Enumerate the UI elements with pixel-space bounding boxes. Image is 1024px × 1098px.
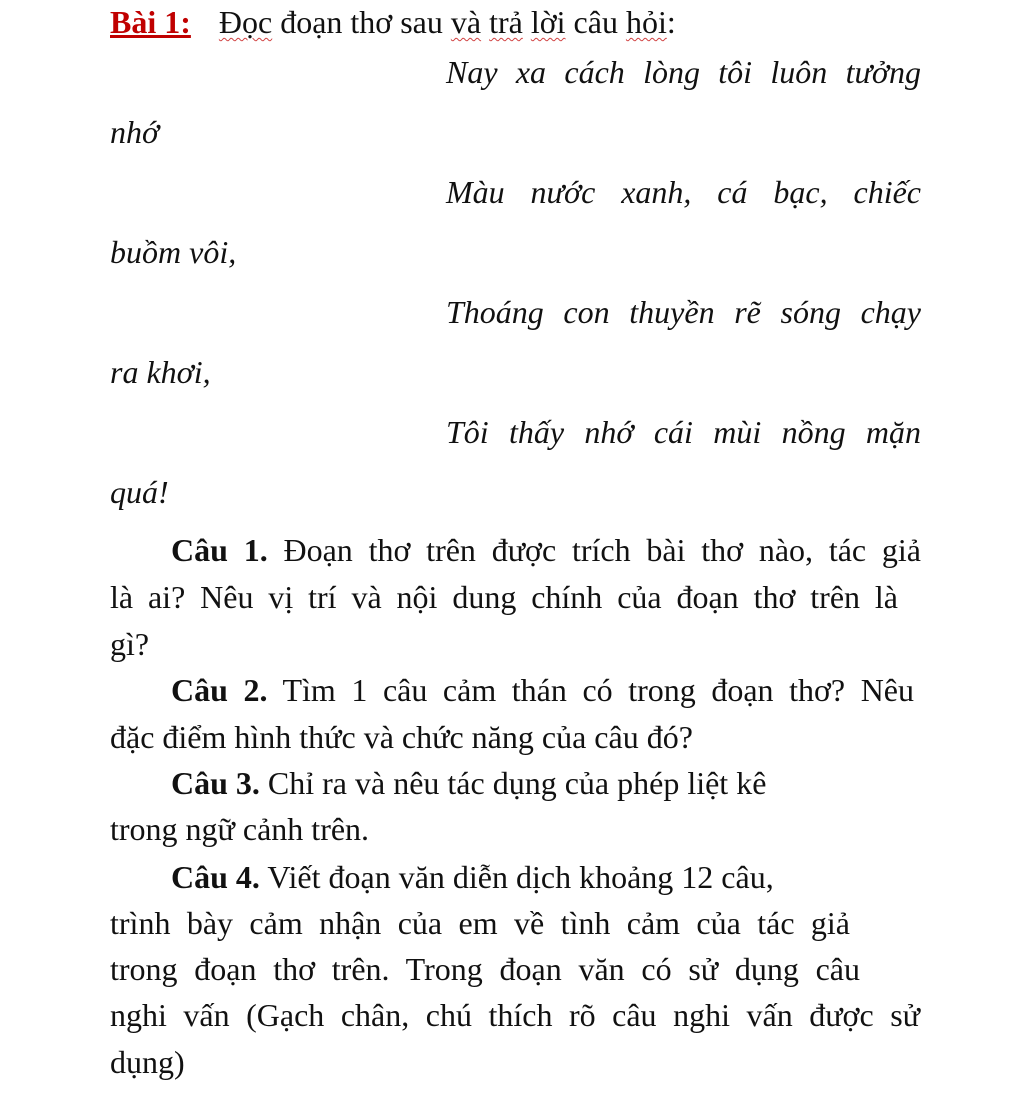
- question-line: trong ngữ cảnh trên.: [110, 811, 370, 847]
- question-line: trình bày cảm nhận của em về tình cảm của tác giả: [110, 905, 850, 941]
- question-text: Viết đoạn văn diễn dịch khoảng 12 câu,: [259, 859, 774, 895]
- question-line: là ai? Nêu vị trí và nội dung chính của đoạn thơ trên là: [110, 579, 898, 615]
- poem-line: Tôi thấy nhớ cái mùi nồng mặn: [446, 414, 921, 450]
- question-line: trong đoạn thơ trên. Trong đoạn văn có sử dụng câu: [110, 951, 860, 987]
- question-label: Câu 3.: [171, 765, 260, 801]
- instruction-word: trả: [489, 4, 523, 40]
- question-line: [171, 530, 921, 570]
- question-label: Câu 2.: [171, 672, 268, 708]
- instruction-word: Đọc: [218, 4, 273, 40]
- question-line: nghi vấn (Gạch chân, chú thích rõ câu nghi vấn được sử: [110, 997, 920, 1033]
- instruction-word: và: [450, 4, 482, 40]
- exercise-label: Bài 1:: [110, 4, 191, 40]
- poem-line: buồm vôi,: [110, 234, 237, 270]
- poem-line: ra khơi,: [110, 354, 211, 390]
- instruction-text: câu: [565, 4, 626, 40]
- instruction-text: đoạn thơ sau: [272, 4, 451, 40]
- question-line: dụng): [110, 1044, 185, 1080]
- instruction-word: hỏi: [625, 4, 667, 40]
- poem-line: quá!: [110, 474, 169, 510]
- question-text: Đoạn thơ trên được trích bài thơ nào, tác giả: [267, 532, 922, 568]
- instruction-word: lời: [530, 4, 566, 40]
- exercise-instruction: [219, 4, 676, 40]
- question-line: gì?: [110, 626, 150, 662]
- poem-line: Màu nước xanh, cá bạc, chiếc: [446, 174, 921, 210]
- question-line: [171, 763, 766, 803]
- question-label: Câu 4.: [171, 859, 260, 895]
- instruction-text: :: [666, 4, 676, 40]
- question-text: Chỉ ra và nêu tác dụng của phép liệt kê: [259, 765, 767, 801]
- instruction-text: [523, 4, 531, 40]
- question-line: đặc điểm hình thức và chức năng của câu đó?: [110, 719, 693, 755]
- poem-line: Nay xa cách lòng tôi luôn tưởng: [446, 54, 921, 90]
- exercise-heading: [110, 2, 676, 42]
- poem-line: Thoáng con thuyền rẽ sóng chạy: [446, 294, 921, 330]
- question-text: Tìm 1 câu cảm thán có trong đoạn thơ? Nêu: [267, 672, 915, 708]
- question-line: [171, 857, 774, 897]
- instruction-text: [481, 4, 489, 40]
- poem-line: nhớ: [110, 114, 160, 150]
- question-label: Câu 1.: [171, 532, 268, 568]
- question-line: [171, 670, 914, 710]
